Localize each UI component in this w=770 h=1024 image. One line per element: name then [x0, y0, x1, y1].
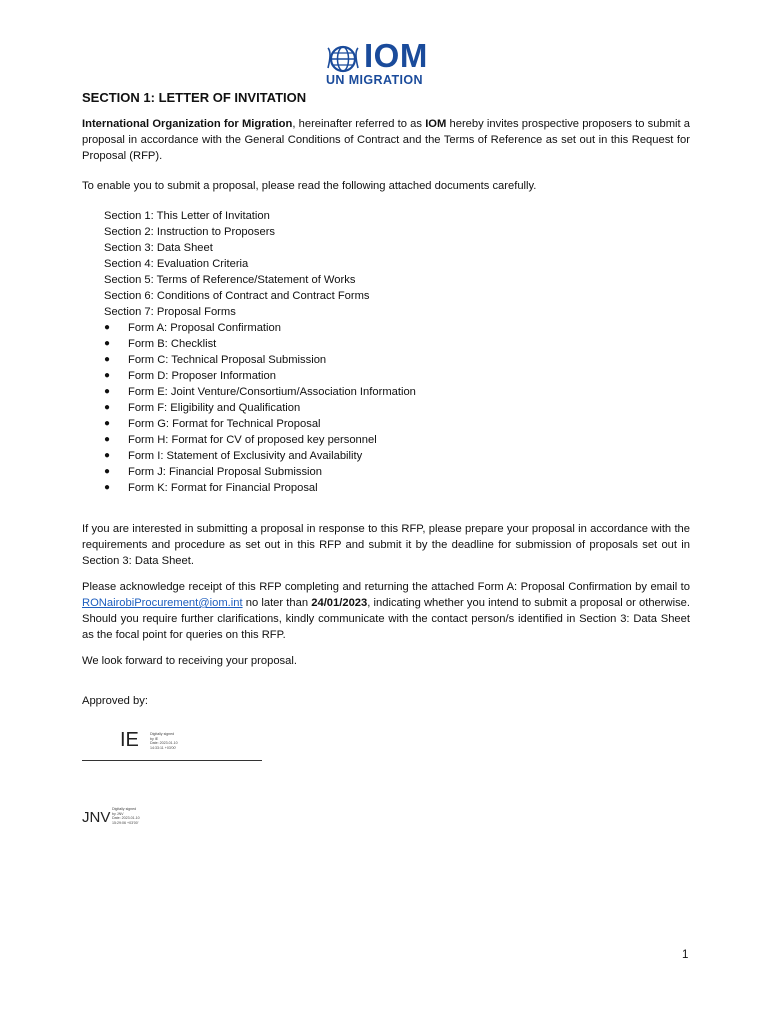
ack-text-3: , indicating whether you intend to submit a proposal or otherwise. Should you require further clarifications, kindly communicate with the contact person/s identified in Section 3: Data Sheet as the focal point for queries on this RFP. — [82, 597, 690, 641]
closing-paragraph: We look forward to receiving your proposal. — [82, 655, 297, 667]
list-item — [104, 352, 690, 368]
signature-ie — [120, 728, 200, 754]
form-label: Form J: Financial Proposal Submission — [128, 466, 322, 478]
list-item — [104, 384, 690, 400]
list-item — [104, 416, 690, 432]
iom-emblem-icon — [326, 44, 360, 74]
signature-line — [82, 760, 262, 761]
approved-by-label: Approved by: — [82, 695, 148, 707]
bullet-icon: ● — [104, 434, 111, 445]
ack-text-2: no later than — [242, 597, 312, 609]
bullet-icon: ● — [104, 466, 111, 477]
list-item — [104, 432, 690, 448]
enable-paragraph: To enable you to submit a proposal, please read the following attached documents carefully. — [82, 180, 537, 192]
list-item: Section 3: Data Sheet — [104, 242, 213, 254]
signature-note: Date: 2023.01.10 — [150, 741, 178, 745]
form-label: Form C: Technical Proposal Submission — [128, 354, 327, 366]
form-label: Form F: Eligibility and Qualification — [128, 402, 301, 414]
form-label: Form I: Statement of Exclusivity and Availability — [128, 450, 363, 462]
bullet-icon: ● — [104, 386, 111, 397]
list-item — [104, 320, 690, 336]
list-item: Section 4: Evaluation Criteria — [104, 258, 249, 270]
procurement-email-link[interactable]: RONairobiProcurement@iom.int — [82, 597, 243, 609]
form-label: Form A: Proposal Confirmation — [128, 322, 281, 334]
form-label: Form H: Format for CV of proposed key personnel — [128, 434, 377, 446]
signature-note: by JNV — [112, 811, 124, 816]
form-label: Form K: Format for Financial Proposal — [128, 482, 318, 494]
acknowledge-paragraph — [82, 579, 690, 643]
org-abbr: IOM — [425, 118, 447, 130]
form-list — [104, 320, 690, 496]
intro-paragraph — [82, 116, 690, 164]
bullet-icon: ● — [104, 402, 111, 413]
bullet-icon: ● — [104, 418, 111, 429]
interest-paragraph: If you are interested in submitting a proposal in response to this RFP, please prepare your proposal in accordance with the requirements and procedure as set out in this RFP and submit it by the deadline for submission of proposals set out in Section 3: Data Sheet. — [82, 523, 690, 567]
form-label: Form B: Checklist — [128, 338, 217, 350]
bullet-icon: ● — [104, 338, 111, 349]
form-label: Form G: Format for Technical Proposal — [128, 418, 321, 430]
signature-jnv — [82, 804, 162, 830]
form-label: Form D: Proposer Information — [128, 370, 276, 382]
signature-note: Date: 2023.01.10 — [112, 816, 140, 820]
bullet-icon: ● — [104, 450, 111, 461]
intro-text-2: hereby invites prospective proposers to submit a proposal in accordance with the General Conditions of Contract and the Terms of Reference as set out in this Request for Proposal (RFP). — [82, 118, 691, 162]
iom-logo — [326, 37, 444, 88]
list-item: Section 1: This Letter of Invitation — [104, 210, 270, 222]
signature-note: Digitally signed — [150, 732, 175, 736]
list-item: Section 6: Conditions of Contract and Contract Forms — [104, 290, 370, 302]
logo-subtitle: UN MIGRATION — [326, 73, 423, 87]
letter-body — [82, 90, 690, 717]
signature-note: Digitally signed — [112, 807, 137, 811]
org-name: International Organization for Migration — [82, 118, 293, 130]
bullet-icon: ● — [104, 354, 111, 365]
list-item — [104, 336, 690, 352]
list-item — [104, 368, 690, 384]
signature-note: by IE — [150, 736, 159, 741]
signature-initials: JNV — [82, 809, 111, 826]
list-item: Section 5: Terms of Reference/Statement of Works — [104, 274, 356, 286]
bullet-icon: ● — [104, 370, 111, 381]
bullet-icon: ● — [104, 322, 111, 333]
intro-text-1: , hereinafter referred to as — [292, 118, 426, 130]
ack-text-1: Please acknowledge receipt of this RFP completing and returning the attached Form A: Proposal Confirmation by email to — [82, 581, 690, 593]
list-item — [104, 400, 690, 416]
list-item: Section 2: Instruction to Proposers — [104, 226, 276, 238]
form-label: Form E: Joint Venture/Consortium/Association Information — [128, 386, 416, 398]
list-item — [104, 464, 690, 480]
deadline-date: 24/01/2023 — [311, 597, 368, 609]
signature-initials: IE — [120, 729, 139, 751]
logo-wordmark: IOM — [364, 37, 428, 74]
page-number: 1 — [682, 949, 689, 961]
signature-note: 14:33:11 +03'00' — [150, 745, 177, 750]
list-item — [104, 480, 690, 496]
list-item — [104, 448, 690, 464]
page-title: SECTION 1: LETTER OF INVITATION — [82, 90, 307, 105]
section-list — [104, 208, 690, 320]
signature-note: 15:29:06 +03'00' — [112, 820, 139, 825]
bullet-icon: ● — [104, 482, 111, 493]
list-item: Section 7: Proposal Forms — [104, 306, 236, 318]
